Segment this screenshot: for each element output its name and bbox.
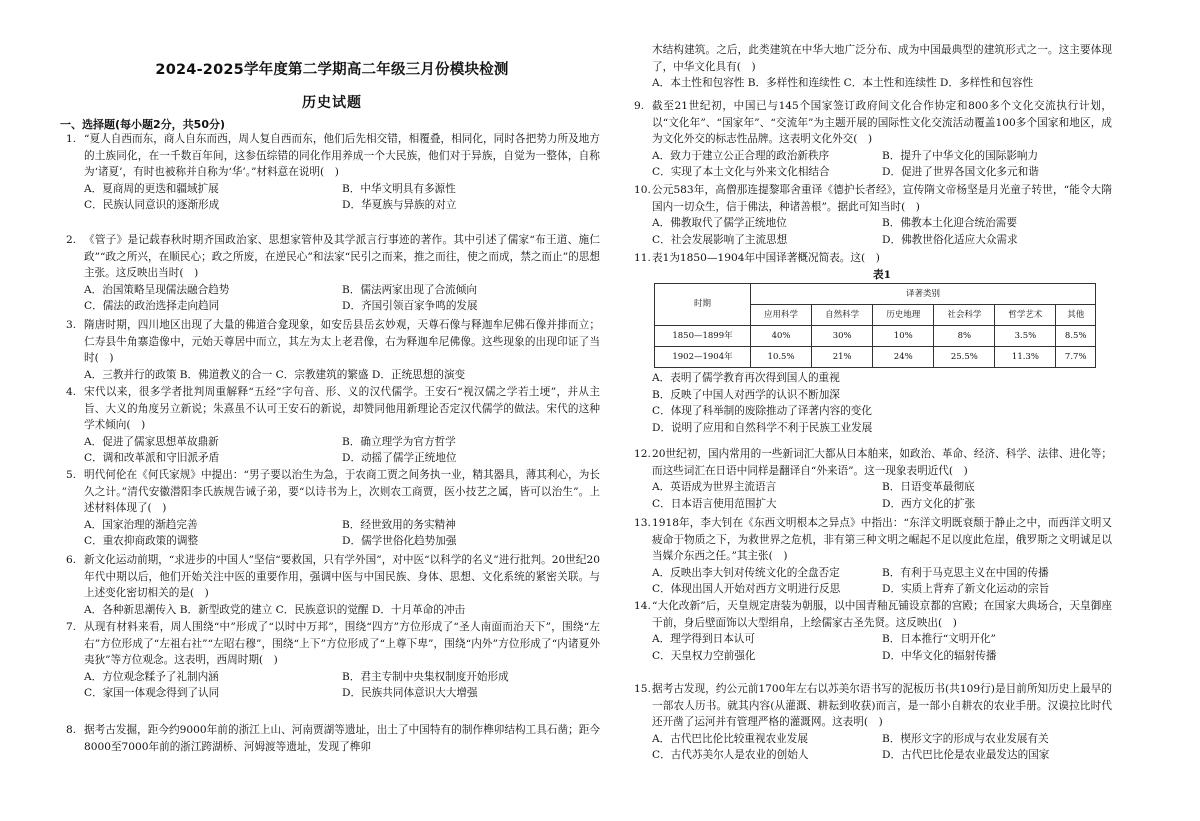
option-d[interactable]: D．实质上背弃了新文化运动的宗旨 — [882, 583, 1050, 596]
table-cell: 30% — [812, 326, 873, 347]
option-a[interactable]: A．夏商周的更迭和疆域扩展 — [84, 182, 219, 195]
option-c[interactable]: C．重农抑商政策的调整 — [84, 535, 199, 548]
option-c[interactable]: C．体现出国人开始对西方文明进行反思 — [652, 583, 841, 596]
question-5 — [66, 467, 600, 550]
table-cell: 10% — [873, 326, 934, 347]
option-b[interactable]: B．日本推行“文明开化” — [882, 633, 996, 646]
question-number: 6. — [66, 554, 77, 566]
option-a[interactable]: A．致力于建立公正合理的政治新秩序 — [652, 149, 830, 162]
table-row — [655, 347, 1096, 368]
option-c[interactable]: C．体现了科举制的废除推动了译著内容的变化 — [652, 405, 872, 418]
option-d[interactable]: D．齐国引领百家争鸣的发展 — [342, 300, 478, 313]
option-a[interactable]: A．英语成为世界主流语言 — [652, 481, 777, 494]
option-b[interactable]: B．反映了中国人对西学的认识不断加深 — [652, 388, 840, 401]
option-d[interactable]: D．西方文化的扩张 — [882, 497, 976, 510]
table-caption: 表1 — [873, 268, 891, 281]
options-line[interactable]: A．三教并行的政策 B．佛道教义的合一 C．宗教建筑的繁盛 D．正统思想的演变 — [84, 368, 466, 381]
question-number: 10. — [634, 184, 651, 196]
option-a[interactable]: A．国家治理的渐趋完善 — [84, 518, 198, 531]
subject-title: 历史试题 — [302, 95, 362, 111]
question-stem: 表1为1850—1904年中国译著概况简表。这( ) — [652, 252, 880, 264]
option-c[interactable]: C．儒法的政治选择走向趋同 — [84, 300, 220, 313]
option-c[interactable]: C．调和改革派和守旧派矛盾 — [84, 452, 220, 465]
question-1 — [66, 131, 600, 214]
option-b[interactable]: B．提升了中华文化的国际影响力 — [882, 149, 1039, 162]
option-c[interactable]: C．天皇权力空前强化 — [652, 649, 756, 662]
question-number: 15. — [634, 683, 651, 695]
question-stem: 新文化运动前期，“求进步的中国人”坚信“要救国，只有学外国”，对中医“以科学的名义”进行批判。20世纪20年代中期以后，他们开始关注中医的重要作用，强调中医与中国民族、身体、思想、文化系统的紧密关联。与上述变化密切相关的是( ) — [84, 554, 600, 600]
question-stem: 《管子》是记载春秋时期齐国政治家、思想家管仲及其学派言行事迹的著作。其中引述了儒家“布王道、施仁政”“政之所兴，在顺民心；政之所废，在逆民心”和法家“民引之而来，推之而往，使之而成，禁之而止”的思想主张。这反映出当时( ) — [84, 234, 600, 280]
option-b[interactable]: B．有利于马克思主义在中国的传播 — [882, 566, 1049, 579]
option-c[interactable]: C．家国一体观念得到了认同 — [84, 687, 220, 700]
option-a[interactable]: A．理学得到日本认可 — [652, 633, 755, 646]
question-number: 7. — [66, 621, 77, 633]
question-stem: 宋代以来，很多学者批判周重解释“五经”字句音、形、义的汉代儒学。王安石“视汉儒之学若土埂”，并从主旨、大义的角度另立新说；朱熹虽不认可王安石的新说，却赞同他用新理论否定汉代儒学的做法。宋代的这种学术倾向( ) — [84, 386, 600, 432]
table-row — [655, 326, 1096, 347]
question-10 — [634, 182, 1112, 248]
question-stem: 从现有材料来看，周人围绕“中”形成了“以时中万邦”，围绕“四方”方位形成了“圣人南面而治天下”，围绕“左右”方位形成了“左祖右社”“左昭右穆”，围绕“上下”方位形成了“上尊下卑”，围绕“内外”方位形成了“内诸夏外夷狄”等方位观念。这表明，西周时期( ) — [84, 621, 600, 667]
option-d[interactable]: D．动摇了儒学正统地位 — [342, 452, 457, 465]
question-number: 1. — [66, 133, 77, 145]
option-b[interactable]: B．确立理学为官方哲学 — [342, 435, 456, 448]
option-b[interactable]: B．儒法两家出现了合流倾向 — [342, 283, 477, 296]
question-number: 8. — [66, 724, 77, 736]
option-d[interactable]: D．古代巴比伦是农业最发达的国家 — [882, 749, 1050, 762]
question-number: 14. — [634, 600, 651, 612]
question-number: 11. — [634, 252, 651, 264]
question-stem: 20世纪初，国内常用的一些新词汇大都从日本舶来，如政治、革命、经济、科学、法律、进化等；而这些词汇在日语中同样是翻译自“外来语”。这一现象表明近代( ) — [652, 448, 1112, 477]
table-header-cell: 哲学艺术 — [995, 305, 1056, 326]
question-number: 3. — [66, 319, 77, 331]
table-cell: 8.5% — [1056, 326, 1096, 347]
table-header-cell: 应用科学 — [751, 305, 812, 326]
exam-title: 2024-2025学年度第二学期高二年级三月份模块检测 — [155, 62, 509, 78]
question-stem: 1918年，李大钊在《东西文明根本之异点》中指出：“东洋文明既衰颓于静止之中，而西洋文明又疲命于物质之下，为救世界之危机，非有第三种文明之崛起不足以度此危崖，俄罗斯之文明诚足以当媒介东西之任。”其主张( ) — [652, 517, 1112, 563]
option-a[interactable]: A．表明了儒学教育再次得到国人的重视 — [652, 372, 840, 385]
option-a[interactable]: A．方位观念糅予了礼制内涵 — [84, 670, 219, 683]
options-line[interactable]: A．各种新思潮传入 B．新型政党的建立 C．民族意识的觉醒 D．十月革命的冲击 — [84, 603, 466, 616]
question-4 — [66, 384, 600, 467]
translation-table — [654, 283, 1096, 368]
option-b[interactable]: B．经世致用的务实精神 — [342, 518, 456, 531]
question-6 — [66, 552, 600, 618]
option-c[interactable]: C．民族认同意识的逐渐形成 — [84, 199, 220, 212]
table-cell: 10.5% — [751, 347, 812, 368]
question-8-continued — [634, 42, 1112, 92]
question-15 — [634, 681, 1112, 764]
question-12 — [634, 446, 1112, 512]
question-2 — [66, 232, 600, 315]
table-cell: 11.3% — [995, 347, 1056, 368]
table-cell: 24% — [873, 347, 934, 368]
question-7 — [66, 619, 600, 702]
table-cell: 40% — [751, 326, 812, 347]
table-header-cell: 译著类别 — [751, 284, 1096, 305]
table-header-cell: 社会科学 — [934, 305, 995, 326]
option-d[interactable]: D．说明了应用和自然科学不利于民族工业发展 — [652, 421, 873, 434]
option-c[interactable]: C．日本语言使用范围扩大 — [652, 497, 777, 510]
question-stem: “夏人自西而东，商人自东而西，周人复自西而东，他们后先相交错，相覆叠，相同化，同时各把势力所及地方的土族同化，在一千数百年间，这参伍综错的同化作用养成一个大民族，他们对于异族，自觉为一整体，自称为‘诸夏’，有时也被称并自称为‘华’。”材料意在说明( ) — [84, 133, 600, 179]
option-d[interactable]: D．中华文化的辐射传播 — [882, 649, 997, 662]
question-number: 9. — [634, 100, 645, 112]
question-number: 4. — [66, 386, 77, 398]
option-a[interactable]: A．佛教取代了儒学正统地位 — [652, 217, 787, 230]
table-cell: 1850—1899年 — [655, 326, 751, 347]
question-stem: 截至21世纪初，中国已与145个国家签订政府间文化合作协定和800多个文化交流执行计划，以“文化年”、“国家年”、“交流年”为主题开展的国际性文化交流活动覆盖100多个国家和地区，成为文化外交的标志性品牌。这表明文化外交( ) — [652, 100, 1112, 146]
option-d[interactable]: D．华夏族与异族的对立 — [342, 199, 457, 212]
question-8 — [66, 722, 600, 755]
question-stem: “大化改新”后，天皇规定唐装为朝服，以中国青釉瓦铺设京都的宫殿；在国家大典场合，天皇御座干前，身后壁面饰以大型绢帛，上绘儒家古圣先贤。这反映出( ) — [652, 600, 1112, 629]
table-header-cell: 历史地理 — [873, 305, 934, 326]
question-stem: 明代何伦在《何氏家规》中提出：“男子要以治生为急，于农商工贾之间务执一业，精其器具，薄其利心，为长久之计。”清代安徽潜阳李氏族规告诫子弟，要“以诗书为上，次则农工商贾，医小技艺之属，皆可以治生”。上述材料体现了( ) — [84, 469, 600, 515]
table-cell: 1902—1904年 — [655, 347, 751, 368]
section-heading: 一、选择题(每小题2分，共50分) — [60, 118, 226, 131]
option-b[interactable]: B．中华文明具有多源性 — [342, 182, 456, 195]
table-header-row — [655, 284, 1096, 305]
question-stem: 据考古发现，约公元前1700年左右以苏美尔语书写的泥板历书(共109行)是目前所知历史上最早的一部农人历书。就其内容(从灌溉、耕耘到收获)而言，是一部小自耕农的农业手册。汉谟拉比时代还开凿了运河并有管理严格的灌溉网。这表明( ) — [652, 683, 1112, 729]
option-a[interactable]: A．促进了儒家思想革故鼎新 — [84, 435, 219, 448]
option-b[interactable]: B．佛教本土化迎合统治需要 — [882, 217, 1017, 230]
table-cell: 3.5% — [995, 326, 1056, 347]
question-13 — [634, 515, 1112, 598]
table-cell: 21% — [812, 347, 873, 368]
question-stem: 隋唐时期，四川地区出现了大量的佛道合龛现象，如安岳县岳玄妙观，天尊石像与释迦牟尼佛石像并排而立；仁寿县牛角寨造像中，元始天尊居中而立，其左为太上老君像，右为释迦牟尼佛像。这些现象的出现印证了当时( ) — [84, 319, 600, 365]
question-11 — [634, 250, 1112, 437]
option-d[interactable]: D．佛教世俗化适应大众需求 — [882, 233, 1018, 246]
option-d[interactable]: D．促进了世界各国文化多元和谐 — [882, 166, 1039, 179]
option-b[interactable]: B．日语变革最彻底 — [882, 481, 975, 494]
option-c[interactable]: C．古代苏美尔人是农业的创始人 — [652, 749, 809, 762]
question-number: 13. — [634, 517, 651, 529]
question-3 — [66, 317, 600, 383]
option-c[interactable]: C．社会发展影响了主流思想 — [652, 233, 788, 246]
option-c[interactable]: C．实现了本土文化与外来文化相结合 — [652, 166, 830, 179]
question-14 — [634, 598, 1112, 664]
option-a[interactable]: A．反映出李大钊对传统文化的全盘否定 — [652, 566, 840, 579]
question-number: 2. — [66, 234, 77, 246]
options-line[interactable]: A．本土性和包容性 B．多样性和连续性 C．本土性和连续性 D．多样性和包容性 — [652, 77, 1034, 90]
question-stem: 公元583年，高僧那连提黎耶舍重译《德护长者经》，宣传隋文帝杨坚是月光童子转世，“能令大隋国内一切众生，信于佛法，种诸善根”。据此可知当时( ) — [652, 184, 1112, 213]
table-header-cell: 自然科学 — [812, 305, 873, 326]
question-stem: 木结构建筑。之后，此类建筑在中华大地广泛分布、成为中国最典型的建筑形式之一。这主要体现了，中华文化具有( ) — [652, 44, 1112, 73]
table-header-cell: 其他 — [1056, 305, 1096, 326]
table-cell: 25.5% — [934, 347, 995, 368]
option-a[interactable]: A．古代巴比伦比较重视农业发展 — [652, 732, 808, 745]
option-a[interactable]: A．治国策略呈现儒法融合趋势 — [84, 283, 230, 296]
question-9 — [634, 98, 1112, 181]
option-d[interactable]: D．儒学世俗化趋势加强 — [342, 535, 457, 548]
option-b[interactable]: B．楔形文字的形成与农业发展有关 — [882, 732, 1049, 745]
table-cell: 7.7% — [1056, 347, 1096, 368]
table-header-cell: 时期 — [655, 284, 751, 326]
option-d[interactable]: D．民族共同体意识大大增强 — [342, 687, 478, 700]
table-cell: 8% — [934, 326, 995, 347]
option-b[interactable]: B．君主专制中央集权制度开始形成 — [342, 670, 509, 683]
question-stem: 据考古发掘，距今约9000年前的浙江上山、河南贾湖等遗址，出土了中国特有的制作榫卯结构工具石凿；距今8000至7000年前的浙江跨湖桥、河姆渡等遗址，发现了榫卯 — [84, 724, 600, 753]
question-number: 5. — [66, 469, 77, 481]
question-number: 12. — [634, 448, 651, 460]
